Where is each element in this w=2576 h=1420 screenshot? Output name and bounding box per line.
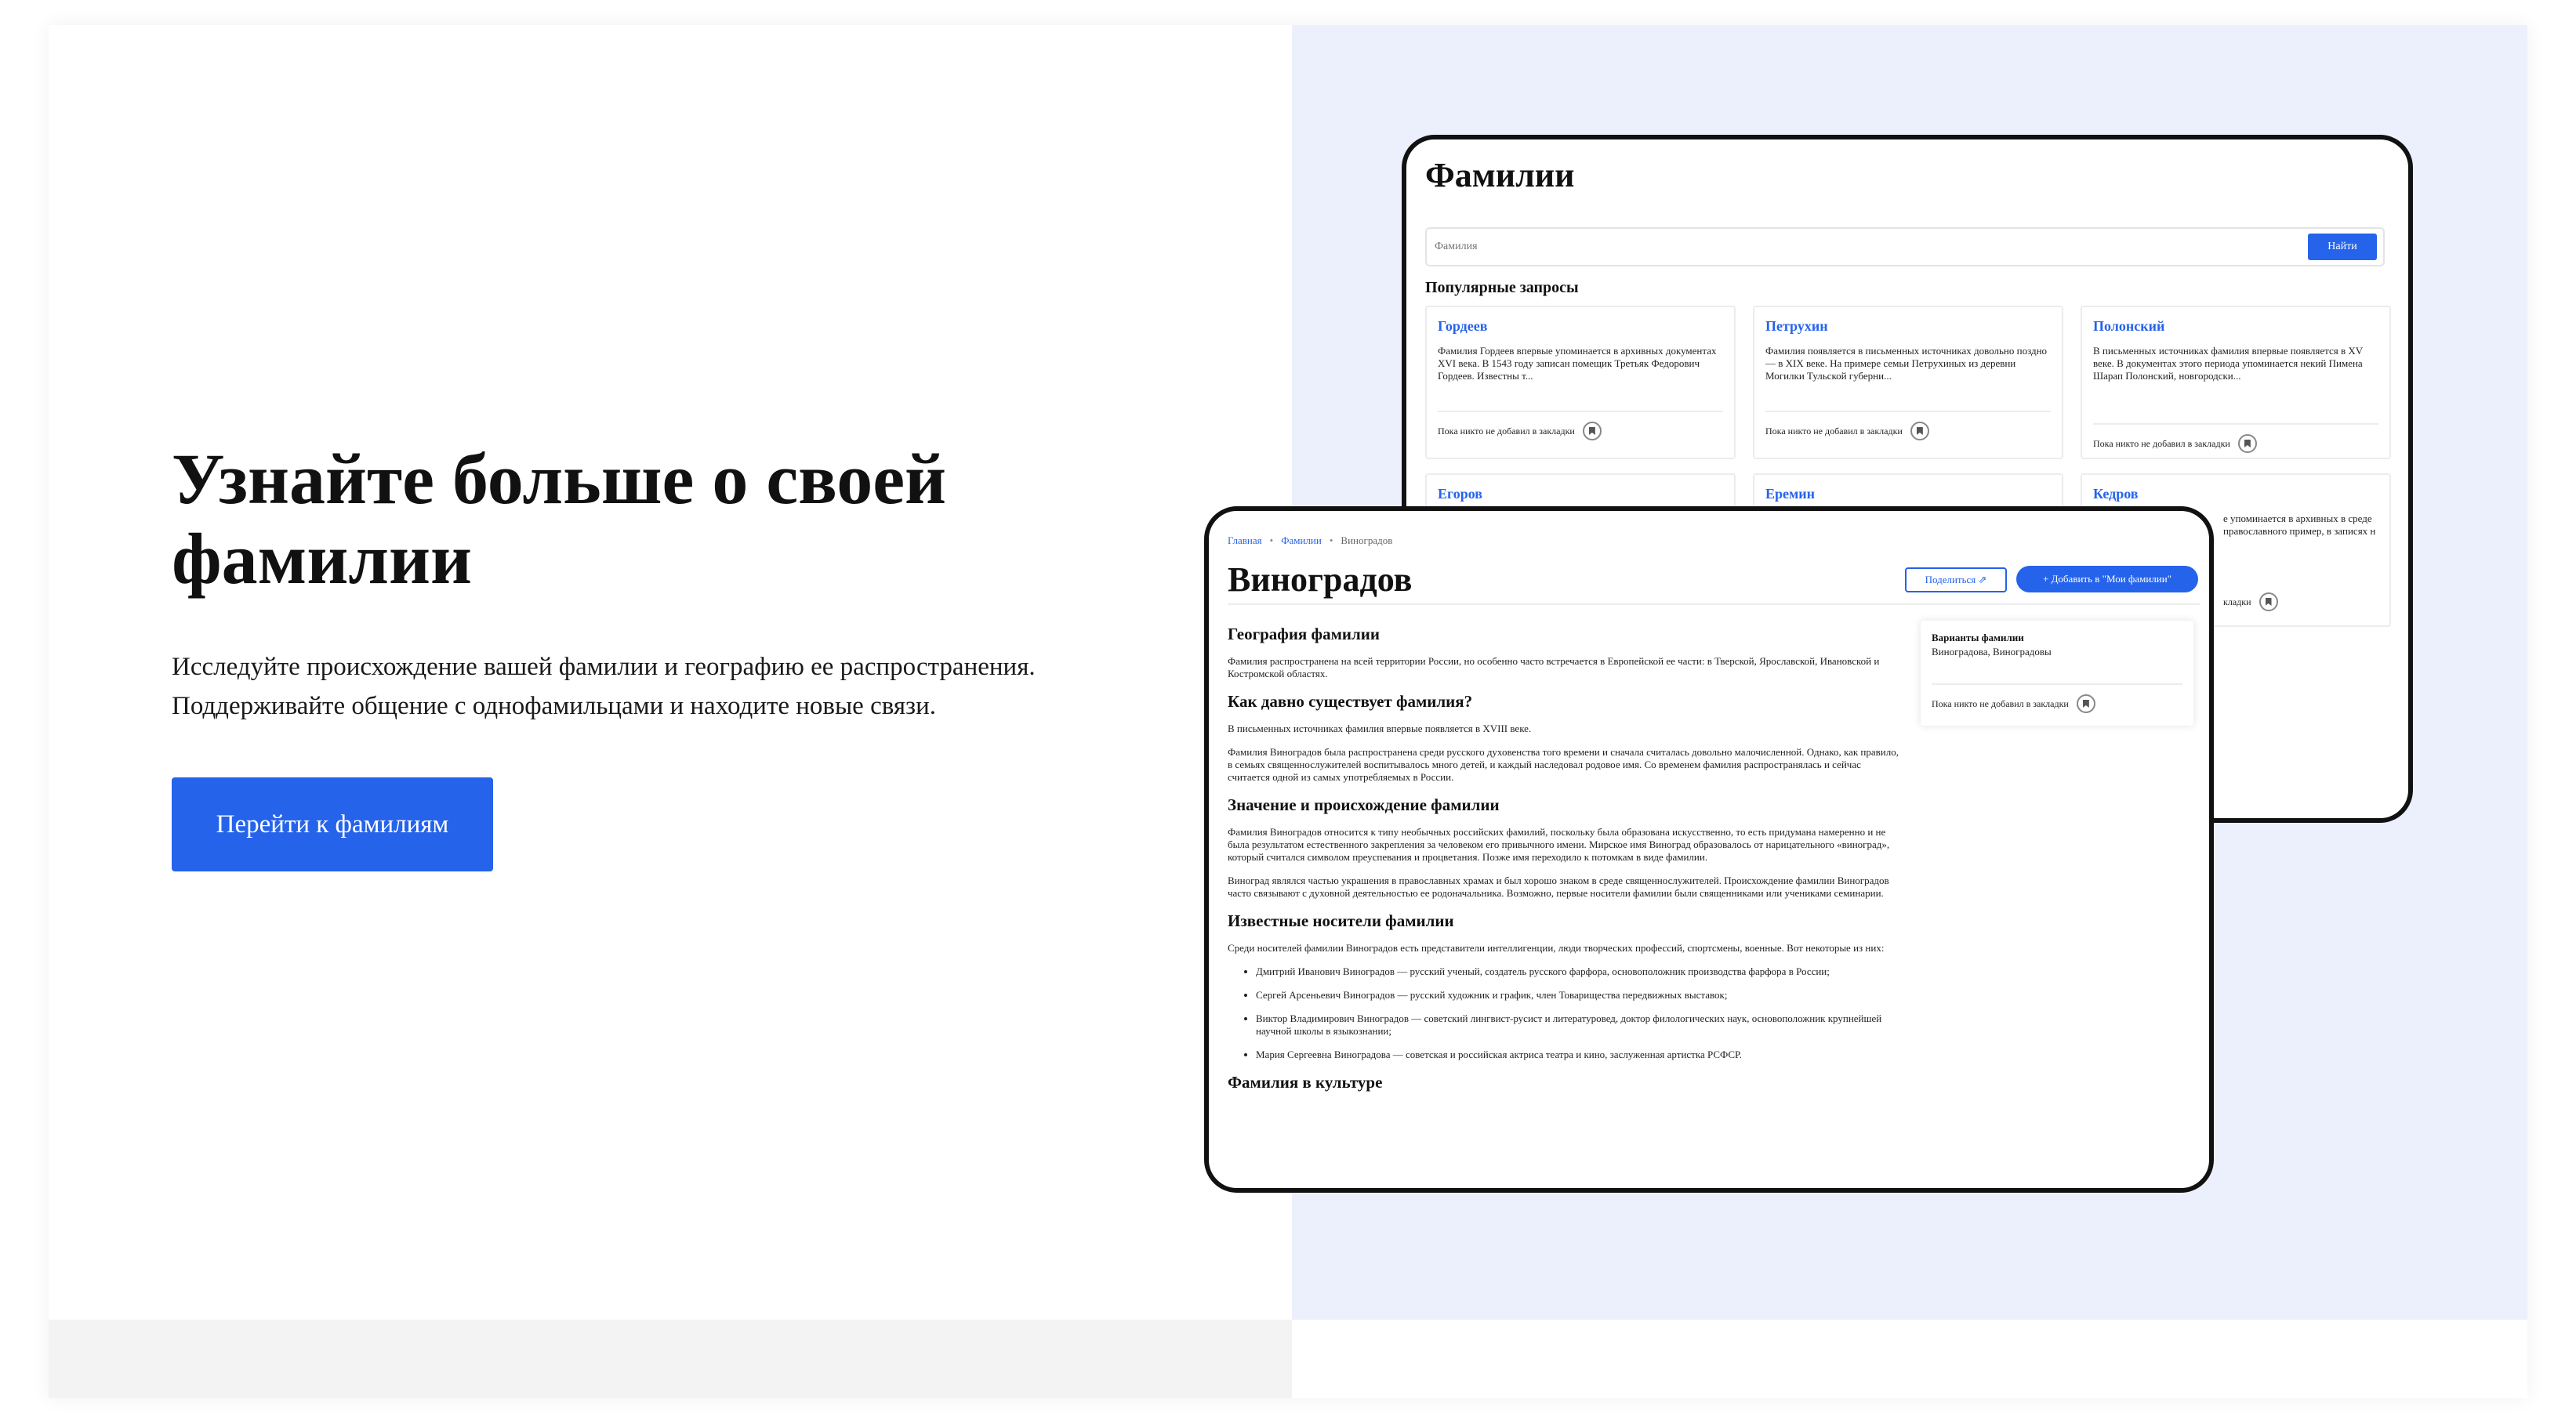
page-title: Фамилии [1425,156,1575,194]
bookmark-icon[interactable] [2259,592,2278,611]
paragraph: Виноград являлся частью украшения в православных храмах и был хорошо знаком в среде священнослужителей. Происхождение фамилии Виноградов часто связывают с духовной деятельностью ее родоначальника. Возможно, первые носители фамилии были священниками или учениками семинарии. [1228,875,1889,899]
bookmark-icon[interactable] [1910,422,1929,440]
surname-link[interactable]: Петрухин [1765,318,1828,334]
surname-description: В письменных источниках фамилия впервые появляется в XV веке. В документах этого периода упоминается некий Пимена Шарап Полонский, новгородски... [2093,345,2363,382]
bookmark-row [1932,683,2182,713]
surname-card[interactable] [1753,306,2063,459]
search-button[interactable]: Найти [2308,234,2377,260]
paragraph: Фамилия Виноградов была распространена среди русского духовенства того времени и сначала считалась довольно малочисленной. Однако, как правило, в семьях священнослужителей воспитывалось много детей, и каждый наследовал родовое имя. Со временем фамилия распространялась и сейчас считается одной из самых употребляемых в России. [1228,746,1899,783]
search-bar [1425,227,2385,266]
list-item: • Сергей Арсеньевич Виноградов — русский художник и график, член Товарищества передвижных выставок; [1256,989,1902,1002]
section-heading: Фамилия в культуре [1228,1073,1383,1092]
list-item: • Дмитрий Иванович Виноградов — русский ученый, создатель русского фарфора, основоположник производства фарфора в России; [1256,965,1902,978]
breadcrumb-current: Виноградов [1341,534,1393,546]
bookmark-row [1765,411,2051,440]
bookmark-row [2093,423,2378,453]
surname-link[interactable]: Гордеев [1438,318,1488,334]
paragraph: Фамилия Виноградов относится к типу необычных российских фамилий, поскольку была образована искусственно, то есть придумана намеренно и не была результатом естественного закрепления за человеком его привычного имени. Мирское имя Виноград образовалось от нарицательного «виноград», который считался символом преуспевания и процветания. Позже имя переходило к потомкам в виде фамилии. [1228,826,1890,863]
section-heading: Как давно существует фамилия? [1228,692,1473,711]
bookmark-row [2223,583,2378,611]
bookmark-icon[interactable] [1583,422,1602,440]
bookmark-icon[interactable] [2238,434,2257,453]
search-input[interactable] [1435,237,2258,257]
surname-link[interactable]: Полонский [2093,318,2165,334]
breadcrumb-surnames[interactable]: Фамилии [1281,534,1322,546]
paragraph: В письменных источниках фамилия впервые появляется в XVIII веке. [1228,723,1532,734]
variants-card [1921,621,2193,726]
list-item: • Виктор Владимирович Виноградов — советский лингвист-русист и литературовед, доктор филологических наук, основоположник крупнейшей научной школы в языкознании; [1256,1012,1902,1038]
surname-card[interactable] [1425,306,1736,459]
divider [1228,603,2200,605]
section-heading: Известные носители фамилии [1228,911,1454,930]
section-heading: География фамилии [1228,625,1380,643]
share-icon: ⇗ [1978,574,1987,585]
share-label: Поделиться [1925,574,1976,585]
variants-title: Варианты фамилии [1932,632,2024,643]
paragraph: Среди носителей фамилии Виноградов есть представители интеллигенции, люди творческих профессий, спортсмены, военные. Вот некоторые из них: [1228,942,1885,954]
surname-link[interactable]: Кедров [2093,486,2139,502]
breadcrumb [1228,534,1392,547]
surname-title: Виноградов [1228,560,1413,599]
variants-value: Виноградова, Виноградовы [1932,646,2052,657]
device-surname-detail [1204,506,2214,1193]
bookmark-status: Пока никто не добавил в закладки [1765,425,1903,437]
bookmark-row [1438,411,1723,440]
bookmark-icon[interactable] [2077,694,2095,713]
share-button[interactable] [1905,567,2007,592]
bookmark-status: Пока никто не добавил в закладки [1438,425,1575,437]
bookmark-status: Пока никто не добавил в закладки [2093,437,2230,449]
hero-subtitle: Исследуйте происхождение вашей фамилии и географию ее распространения. Поддерживайте общение с однофамильцами и находите новые связи. [172,653,1036,720]
breadcrumb-home[interactable]: Главная [1228,534,1262,546]
breadcrumb-separator: • [1269,534,1274,546]
section-heading: Значение и происхождение фамилии [1228,795,1500,814]
popular-heading: Популярные запросы [1425,279,1579,296]
bottom-strip [1292,1320,2527,1398]
hero-title: Узнайте больше о своей фамилии [172,439,947,599]
bookmark-status: кладки [2223,596,2251,607]
surname-description: Фамилия Гордеев впервые упоминается в архивных документах XVI века. В 1543 году записан помещик Третьяк Федорович Гордеев. Известны т... [1438,345,1717,382]
bookmark-status: Пока никто не добавил в закладки [1932,697,2069,709]
paragraph: Фамилия распространена на всей территории России, но особенно часто встречается в Европейской ее части: в Тверской, Ярославской, Ивановской и Костромской областях. [1228,655,1880,679]
surname-card[interactable] [2081,306,2391,459]
surname-link[interactable]: Егоров [1438,486,1483,502]
surname-link[interactable]: Еремин [1765,486,1816,502]
surname-description: Фамилия появляется в письменных источниках довольно поздно — в XIX веке. На примере семьи Петрухиных из деревни Могилки Тульской губерни... [1765,345,2048,382]
go-to-surnames-button[interactable]: Перейти к фамилиям [172,777,493,871]
surname-description: е упоминается в архивных в среде православного пример, в записях н [2223,513,2376,537]
article [1228,624,1902,1103]
breadcrumb-separator: • [1329,534,1333,546]
list-item: • Мария Сергеевна Виноградова — советская и российская актриса театра и кино, заслуженная артистка РСФСР. [1256,1049,1902,1061]
add-to-my-surnames-button[interactable]: + Добавить в "Мои фамилии" [2016,566,2198,592]
famous-list [1256,965,1902,1061]
